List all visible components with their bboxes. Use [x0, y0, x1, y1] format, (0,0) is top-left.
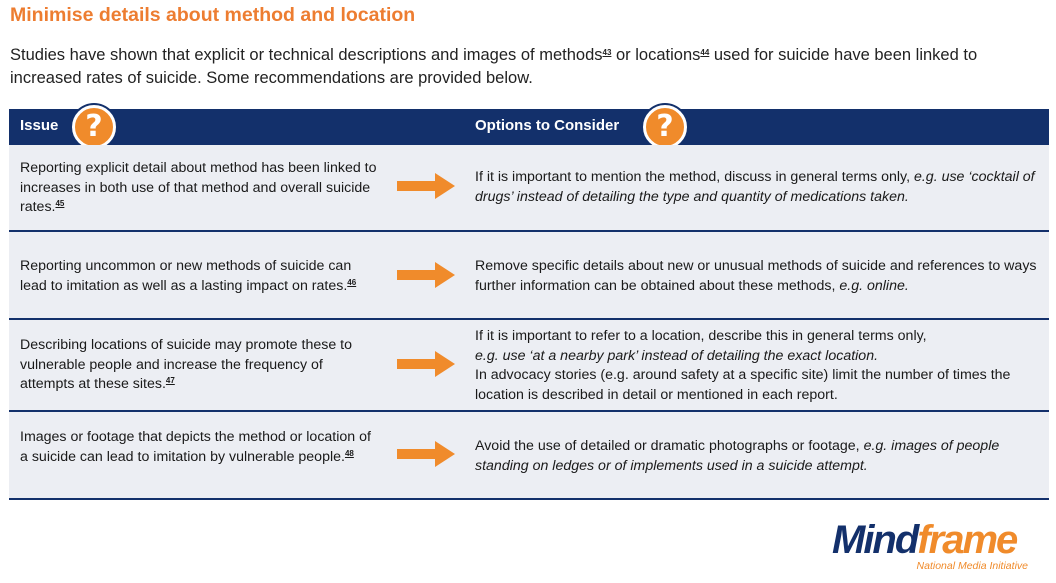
intro-text-2: or locations [611, 46, 701, 64]
footnote-ref-43[interactable]: 43 [602, 48, 612, 57]
footnote-ref-47[interactable]: 47 [165, 376, 175, 385]
header-options: Options to Consider [475, 117, 620, 134]
right-arrow-icon [397, 172, 455, 200]
question-mark-circle-icon: ? [643, 105, 687, 149]
issue-cell: Reporting uncommon or new methods of suicide can lead to imitation as well as a lasting impact on rates.$^{46}$ [20, 258, 357, 294]
right-arrow-icon [397, 261, 455, 289]
footnote-ref-48[interactable]: 48 [344, 448, 354, 458]
issue-cell: Images or footage that depicts the method or location of a suicide can lead to imitation by vulnerable people.$^{48}$ [20, 429, 371, 465]
right-arrow-icon [397, 440, 455, 468]
logo-wordmark: Mindframe [832, 518, 1017, 562]
issue-cell: Reporting explicit detail about method has been linked to increases in both use of that method and overall suicide rates.$^{45}$ [20, 160, 377, 215]
table-row [9, 232, 1049, 320]
table-row [9, 320, 1049, 412]
issue-cell: Describing locations of suicide may promote these to vulnerable people and increase the frequency of attempts at these sites.$^{47}$ [20, 337, 352, 392]
table-row [9, 145, 1049, 232]
recommendations-table [9, 109, 1049, 474]
question-mark-circle-icon: ? [72, 105, 116, 149]
mindframe-logo [832, 518, 1032, 578]
footnote-ref-45[interactable]: 45 [55, 199, 65, 208]
table-header [9, 109, 1049, 145]
option-cell: If it is important to refer to a location, describe this in general terms only, e.g. use ‘at a nearby park’ instead of detailing the exact location. In advocacy stories (e.g. around safety at a specific site) limit the number of times the location is described in detail or mentioned in each report. [475, 328, 1011, 403]
page-title: Minimise details about method and location [10, 4, 416, 26]
option-cell: If it is important to mention the method, discuss in general terms only, e.g. use ‘cocktail of drugs’ instead of detailing the type and quantity of medications taken. [475, 169, 1035, 205]
header-issue: Issue [20, 117, 59, 134]
logo-tagline: National Media Initiative [916, 560, 1028, 572]
option-cell: Avoid the use of detailed or dramatic photographs or footage, e.g. images of people standing on ledges or of implements used in a suicide attempt. [475, 438, 1000, 474]
option-cell: Remove specific details about new or unusual methods of suicide and references to ways further information can be obtained about these methods, e.g. online. [475, 258, 1037, 294]
intro-text-1: Studies have shown that explicit or technical descriptions and images of methods [10, 46, 603, 64]
footnote-ref-46[interactable]: 46 [347, 277, 357, 287]
intro-text-3: used for suicide have been linked to increased rates of suicide. Some recommendations are provided below. [10, 46, 978, 87]
table-row [9, 412, 1049, 500]
footnote-ref-44[interactable]: 44 [700, 48, 710, 57]
intro-paragraph [10, 44, 1050, 90]
right-arrow-icon [397, 350, 455, 378]
